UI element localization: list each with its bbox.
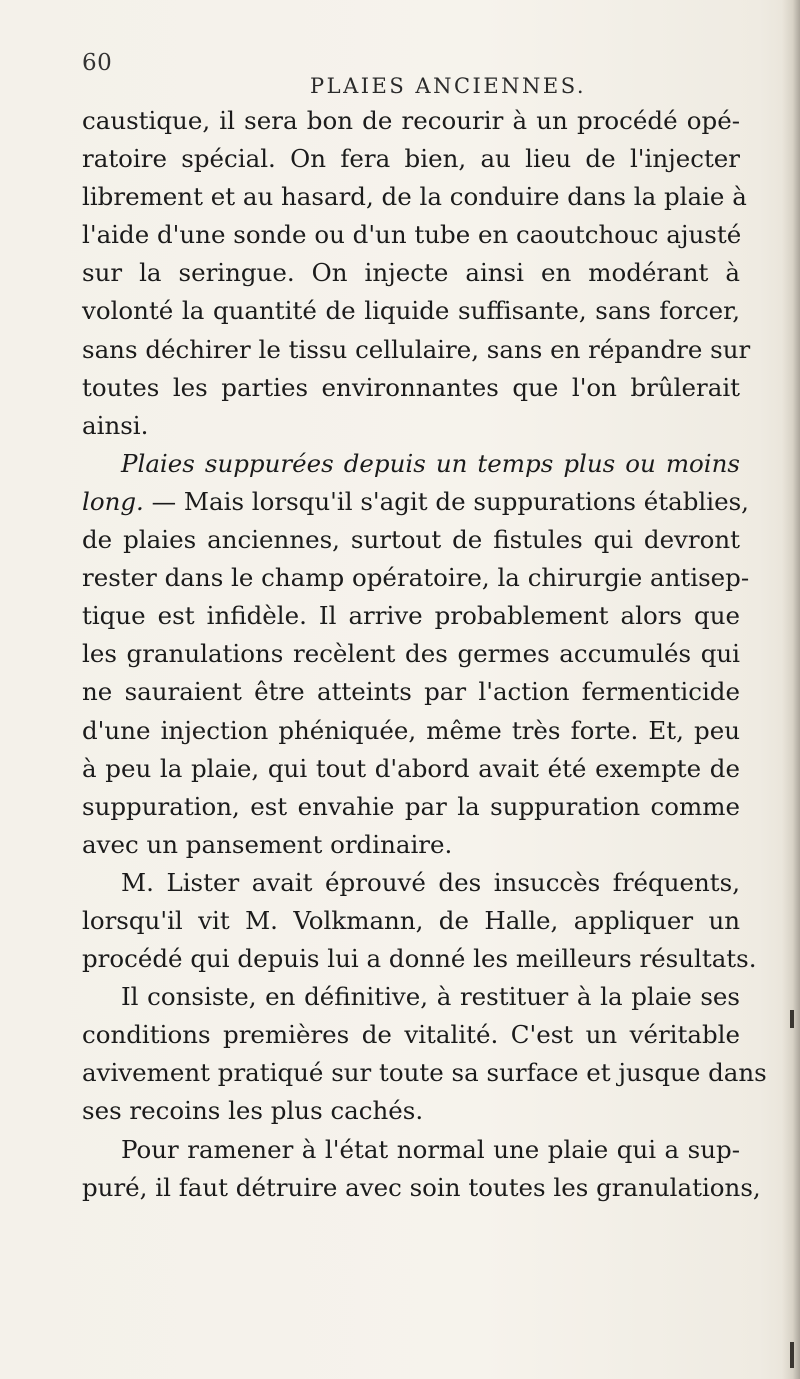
text-line: Il consiste, en définitive, à restituer à la plaie ses [121, 982, 740, 1012]
text-line [82, 483, 749, 521]
text-line: tique est infidèle. Il arrive probablement alors que [82, 601, 740, 631]
text-line: M. Lister avait éprouvé des insuccès fréquents, [121, 867, 740, 897]
text-line: rester dans le champ opératoire, la chirurgie antisep- [82, 563, 750, 593]
text-line: ses recoins les plus cachés. [82, 1096, 424, 1126]
text-line: avivement pratiqué sur toute sa surface et jusque dans [82, 1058, 767, 1088]
text-line: suppuration, est envahie par la suppuration comme [82, 791, 740, 821]
section-heading-end: long. [82, 486, 144, 516]
page-number: 60 [82, 50, 113, 76]
text-line: Pour ramener à l'état normal une plaie qui a sup- [121, 1134, 740, 1164]
text-line: conditions premières de vitalité. C'est un véritable [82, 1020, 740, 1050]
text-line: sur la seringue. On injecte ainsi en modérant à [82, 258, 740, 288]
margin-mark [790, 1342, 794, 1368]
text-line: d'une injection phéniquée, même très forte. Et, peu [82, 715, 740, 745]
text-line: les granulations recèlent des germes accumulés qui [82, 639, 740, 669]
text-line: sans déchirer le tissu cellulaire, sans en répandre sur [82, 334, 751, 364]
text-line: ratoire spécial. On fera bien, au lieu de l'injecter [82, 144, 740, 174]
running-head: PLAIES ANCIENNES. [310, 74, 587, 98]
text-line: volonté la quantité de liquide suffisante, sans forcer, [82, 296, 740, 326]
text-line: ne sauraient être atteints par l'action fermenticide [82, 677, 740, 707]
body-text [82, 102, 767, 1207]
text-line: l'aide d'une sonde ou d'un tube en caoutchouc ajusté [82, 220, 742, 250]
text-line: de plaies anciennes, surtout de fistules qui devront [82, 525, 740, 555]
text-line: caustique, il sera bon de recourir à un procédé opé- [82, 106, 740, 135]
heading-line-rest: — Mais lorsqu'il s'agit de suppurations établies, [143, 486, 749, 516]
text-line: toutes les parties environnantes que l'on brûlerait [82, 372, 740, 402]
text-line: puré, il faut détruire avec soin toutes les granulations, [82, 1172, 761, 1202]
text-line: à peu la plaie, qui tout d'abord avait été exempte de [82, 753, 740, 783]
text-line: procédé qui depuis lui a donné les meilleurs résultats. [82, 944, 757, 974]
text-line: librement et au hasard, de la conduire dans la plaie à [82, 182, 747, 212]
margin-mark [790, 1010, 794, 1028]
section-heading: Plaies suppurées depuis un temps plus ou moins [121, 448, 740, 478]
page-edge-shadow [782, 0, 800, 1379]
text-line: lorsqu'il vit M. Volkmann, de Halle, appliquer un [82, 905, 740, 935]
text-line: ainsi. [82, 410, 149, 440]
text-line: avec un pansement ordinaire. [82, 829, 453, 859]
